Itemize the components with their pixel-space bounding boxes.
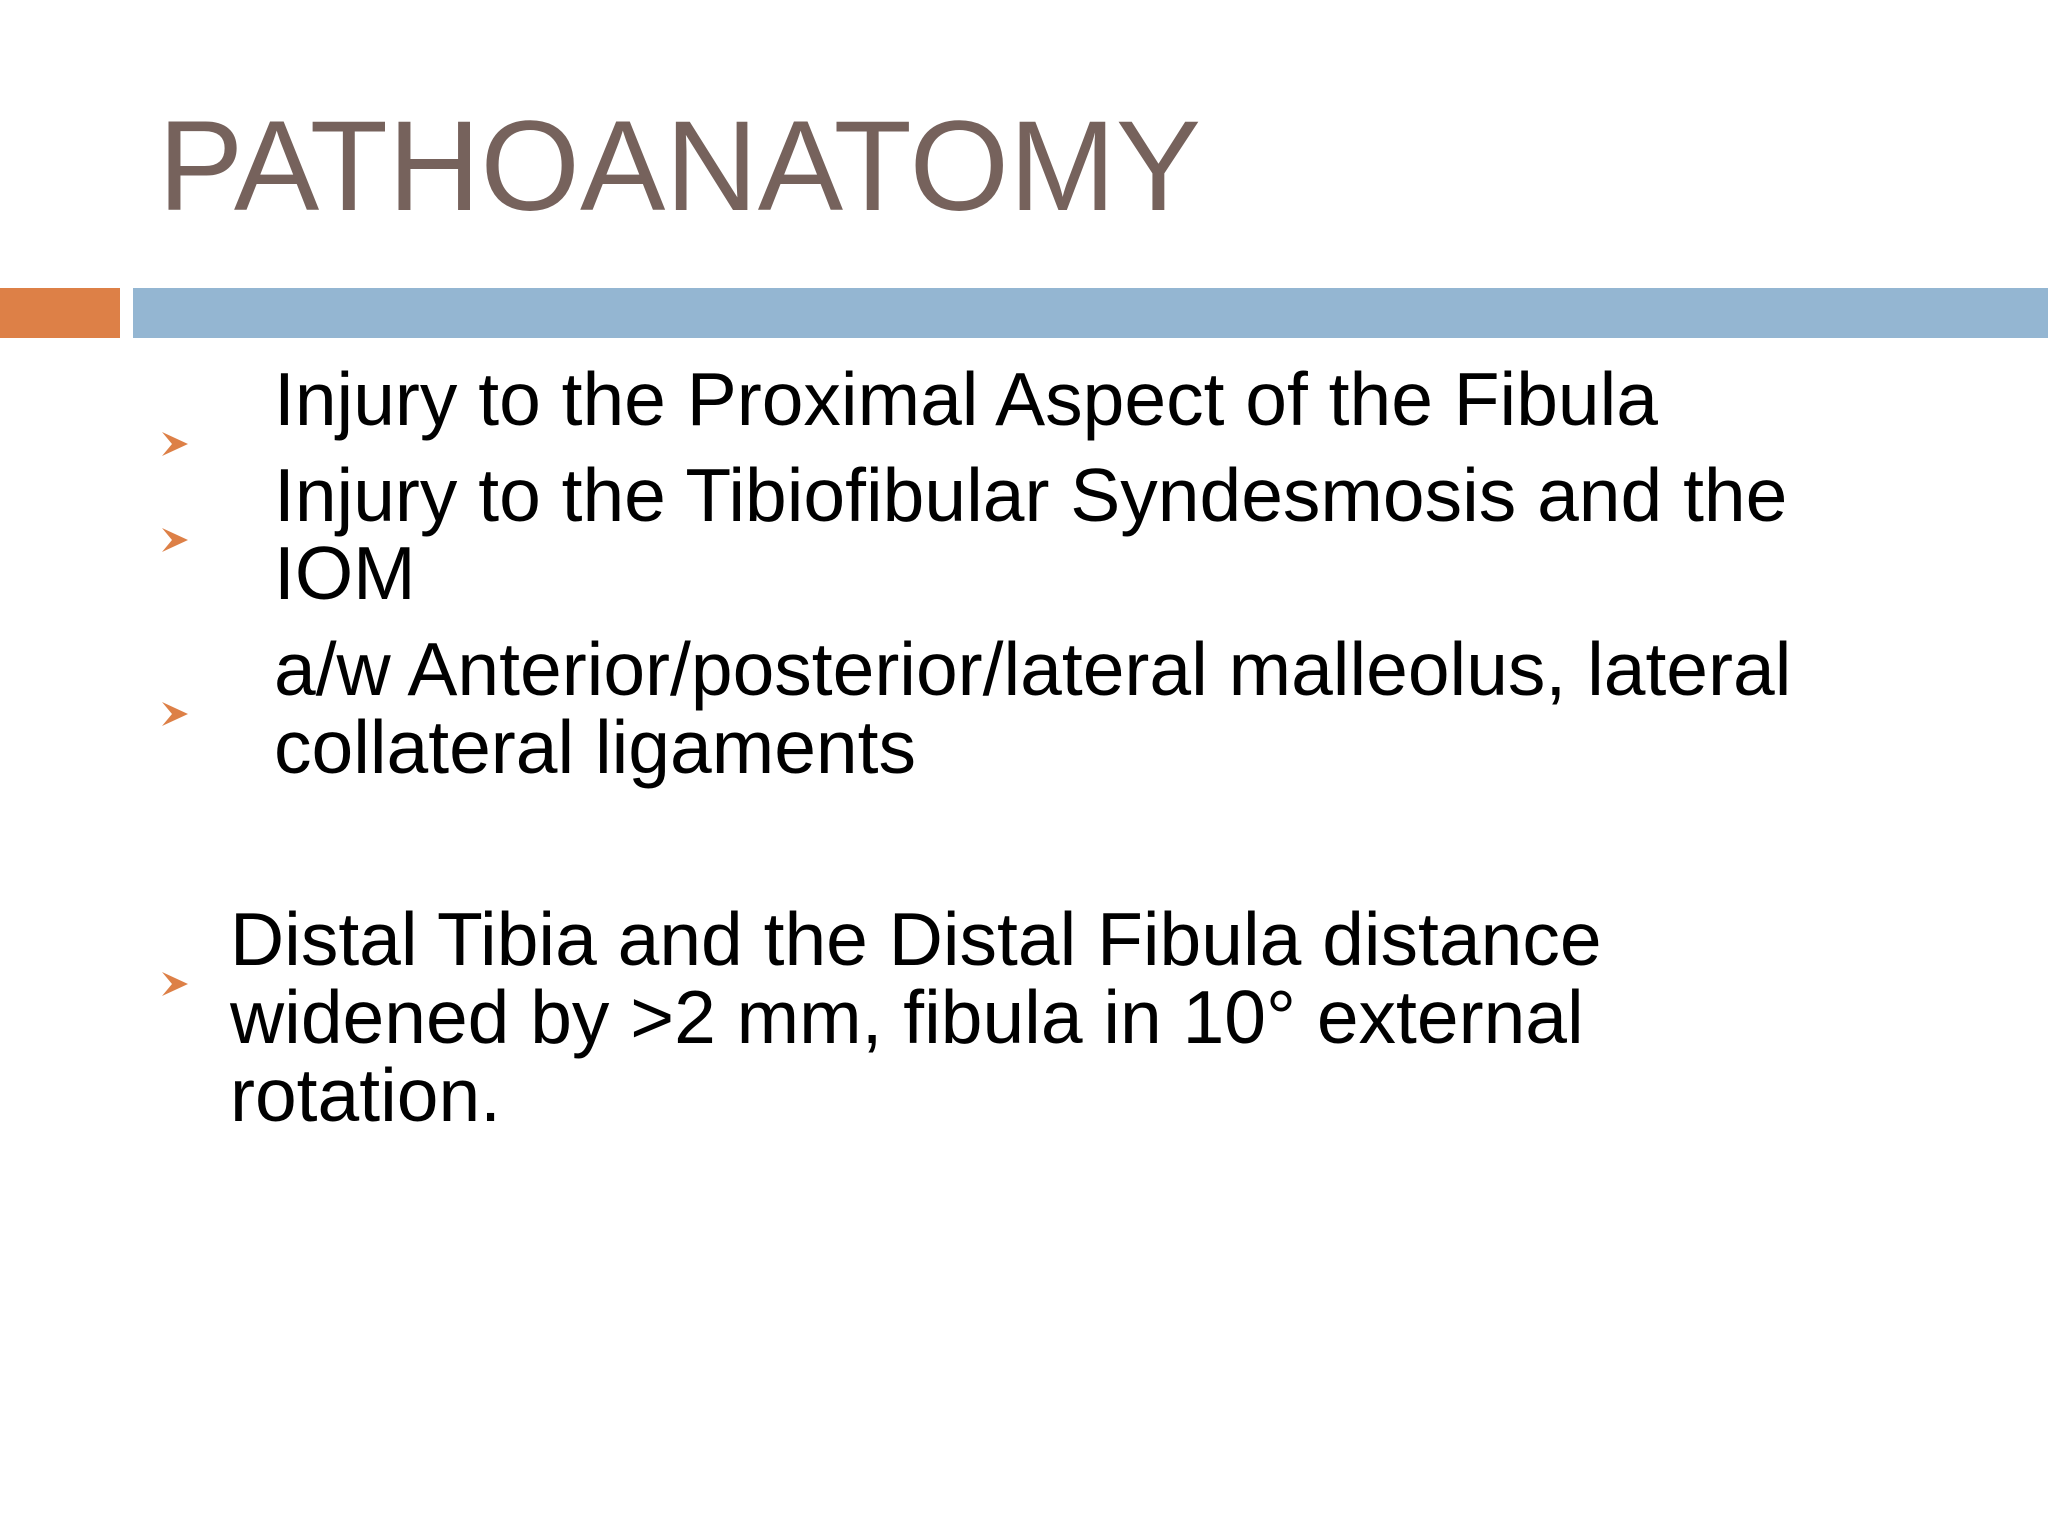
title-accent-orange-bar [0,288,120,338]
bullet-text: Injury to the Tibiofibular Syndesmosis and the IOM [274,453,1788,615]
bullet-text: a/w Anterior/posterior/lateral malleolus, lateral collateral ligaments [274,627,1792,789]
bullet-text: Distal Tibia and the Distal Fibula distance widened by >2 mm, fibula in 10° external rotation. [230,897,1602,1137]
list-item [0,357,1914,441]
slide-title: PATHOANATOMY [158,95,1202,238]
arrow-bullet-icon [160,664,190,694]
arrow-bullet-icon [160,490,190,520]
list-item [0,453,1914,615]
list-item [0,897,1750,1137]
arrow-bullet-icon [160,394,190,424]
arrow-bullet-icon [160,934,190,964]
title-accent-blue-bar [133,288,2048,338]
bullet-text: Injury to the Proximal Aspect of the Fibula [274,357,1659,441]
list-item [0,627,1914,789]
